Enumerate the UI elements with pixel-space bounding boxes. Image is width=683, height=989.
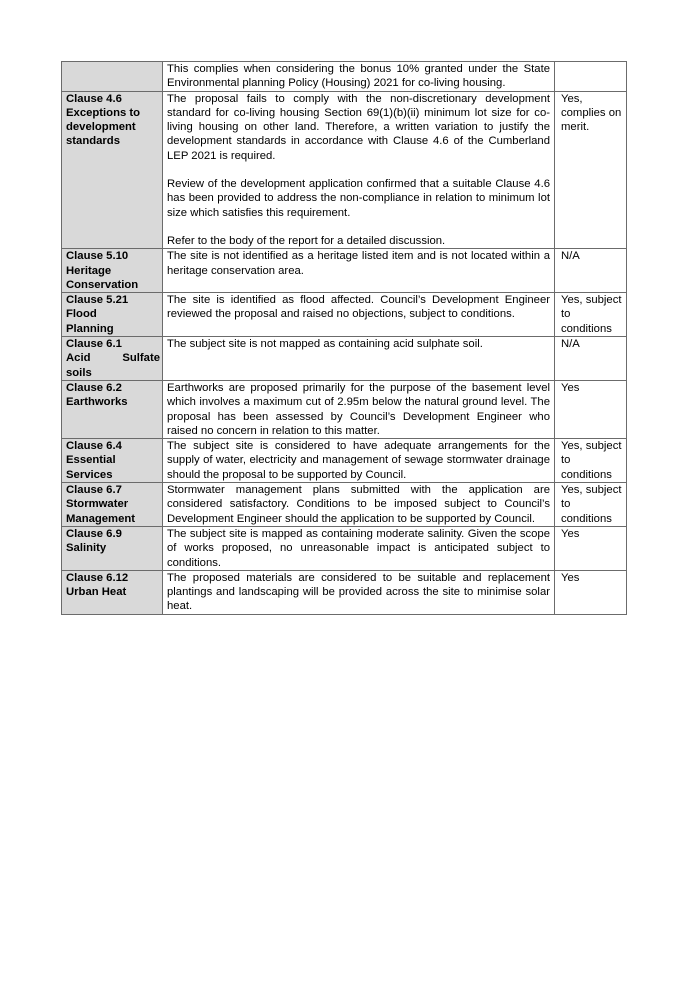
clause-label-line: Clause 5.21 — [66, 294, 129, 307]
clause-label-line: Stormwater — [66, 498, 129, 511]
compliance-status-cell: Yes, subject to conditions — [555, 293, 627, 337]
comment-cell — [163, 380, 555, 438]
comment-cell — [163, 439, 555, 483]
comment-cell — [163, 570, 555, 614]
clause-label-line: Flood — [66, 308, 97, 321]
compliance-status-cell: Yes, subject to conditions — [555, 439, 627, 483]
compliance-table-body — [62, 62, 627, 615]
table-row — [62, 483, 627, 527]
compliance-status-cell: N/A — [555, 249, 627, 293]
table-row — [62, 439, 627, 483]
comment-cell — [163, 249, 555, 293]
clause-label-line: Heritage — [66, 264, 112, 277]
clause-label-line: Clause 6.2 — [66, 381, 122, 394]
clause-label-line: Planning — [66, 322, 114, 335]
table-row — [62, 570, 627, 614]
clause-label-line: Salinity — [66, 542, 107, 555]
table-row — [62, 249, 627, 293]
clause-cell — [62, 483, 163, 527]
comment-paragraph: The site is identified as flood affected. Council’s Development Engineer reviewed the proposal and raised no objections, subject to conditions. — [167, 294, 550, 321]
table-row — [62, 337, 627, 381]
compliance-status-cell: Yes — [555, 570, 627, 614]
table-row — [62, 380, 627, 438]
comment-cell — [163, 293, 555, 337]
comment-paragraph: The proposal fails to comply with the non-discretionary development standard for co-living housing Section 69(1)(b)(ii) minimum lot size for co-living housing on other land. Therefore, a written variation to justify the development standards in accordance with Clause 4.6 of the Cumberland LEP 2021 is required. — [167, 92, 550, 162]
compliance-status-cell: Yes — [555, 526, 627, 570]
clause-label-line: Services — [66, 468, 113, 481]
table-row — [62, 526, 627, 570]
compliance-status-cell: Yes, complies on merit. — [555, 91, 627, 249]
clause-cell — [62, 249, 163, 293]
compliance-status-cell: Yes — [555, 380, 627, 438]
clause-label-line: Clause 6.7 — [66, 484, 122, 497]
clause-label-line: Essential — [66, 454, 116, 467]
clause-label-line: Conservation — [66, 278, 139, 291]
compliance-table — [61, 61, 627, 615]
comment-paragraph: This complies when considering the bonus 10% granted under the State Environmental planning Policy (Housing) 2021 for co-living housing. — [167, 63, 550, 90]
table-row — [62, 62, 627, 92]
comment-paragraph: Earthworks are proposed primarily for the purpose of the basement level which involves a maximum cut of 2.95m below the natural ground level. The proposal has been assessed by Council’s Development Engineer who raised no concern in relation to this matter. — [167, 381, 550, 437]
clause-cell — [62, 380, 163, 438]
clause-cell — [62, 293, 163, 337]
clause-cell — [62, 62, 163, 92]
clause-label-line: Exceptions to — [66, 106, 141, 119]
table-row — [62, 91, 627, 249]
clause-cell — [62, 526, 163, 570]
comment-cell — [163, 91, 555, 249]
compliance-status-cell: N/A — [555, 337, 627, 381]
clause-label-line: Clause 6.9 — [66, 527, 122, 540]
comment-paragraph: The subject site is not mapped as containing acid sulphate soil. — [167, 338, 483, 351]
clause-label-line: Urban Heat — [66, 586, 127, 599]
clause-label-line: Clause 4.6 — [66, 92, 122, 105]
clause-cell — [62, 91, 163, 249]
clause-cell — [62, 439, 163, 483]
table-row — [62, 293, 627, 337]
compliance-status-cell — [555, 62, 627, 92]
clause-label-line: Clause 5.10 — [66, 250, 129, 263]
comment-paragraph: The proposed materials are considered to be suitable and replacement plantings and landscaping will be provided across the site to minimise solar heat. — [167, 571, 550, 613]
clause-label-line: standards — [66, 135, 120, 148]
comment-cell — [163, 337, 555, 381]
comment-paragraph: Stormwater management plans submitted with the application are considered satisfactory. Conditions to be imposed subject to Council’s Development Engineer should the application to be supported by Council. — [167, 484, 550, 525]
clause-cell — [62, 337, 163, 381]
clause-label-line: soils — [66, 366, 92, 379]
clause-label-line: Earthworks — [66, 396, 128, 409]
clause-label-line: development — [66, 121, 136, 134]
clause-label-line: Clause 6.1 — [66, 338, 122, 351]
comment-paragraph: The subject site is considered to have adequate arrangements for the supply of water, electricity and management of sewage stormwater drainage should the proposal to be supported by Council. — [167, 440, 550, 481]
comment-paragraph: Refer to the body of the report for a detailed discussion. — [167, 234, 446, 247]
comment-paragraph: The subject site is mapped as containing moderate salinity. Given the scope of works proposed, no unreasonable impact is anticipated subject to conditions. — [167, 527, 550, 569]
clause-label-line: Management — [66, 512, 136, 525]
comment-cell — [163, 526, 555, 570]
comment-paragraph: Review of the development application confirmed that a suitable Clause 4.6 has been provided to address the non-compliance in relation to minimum lot size which satisfies this requirement. — [167, 178, 550, 219]
compliance-status-cell: Yes, subject to conditions — [555, 483, 627, 527]
comment-cell — [163, 483, 555, 527]
clause-cell — [62, 570, 163, 614]
clause-label-line: Clause 6.12 — [66, 571, 129, 584]
comment-cell — [163, 62, 555, 92]
comment-paragraph: The site is not identified as a heritage listed item and is not located within a heritage conservation area. — [167, 250, 550, 277]
clause-label-line: Acid Sulfate — [66, 352, 160, 365]
clause-label-line: Clause 6.4 — [66, 440, 122, 453]
